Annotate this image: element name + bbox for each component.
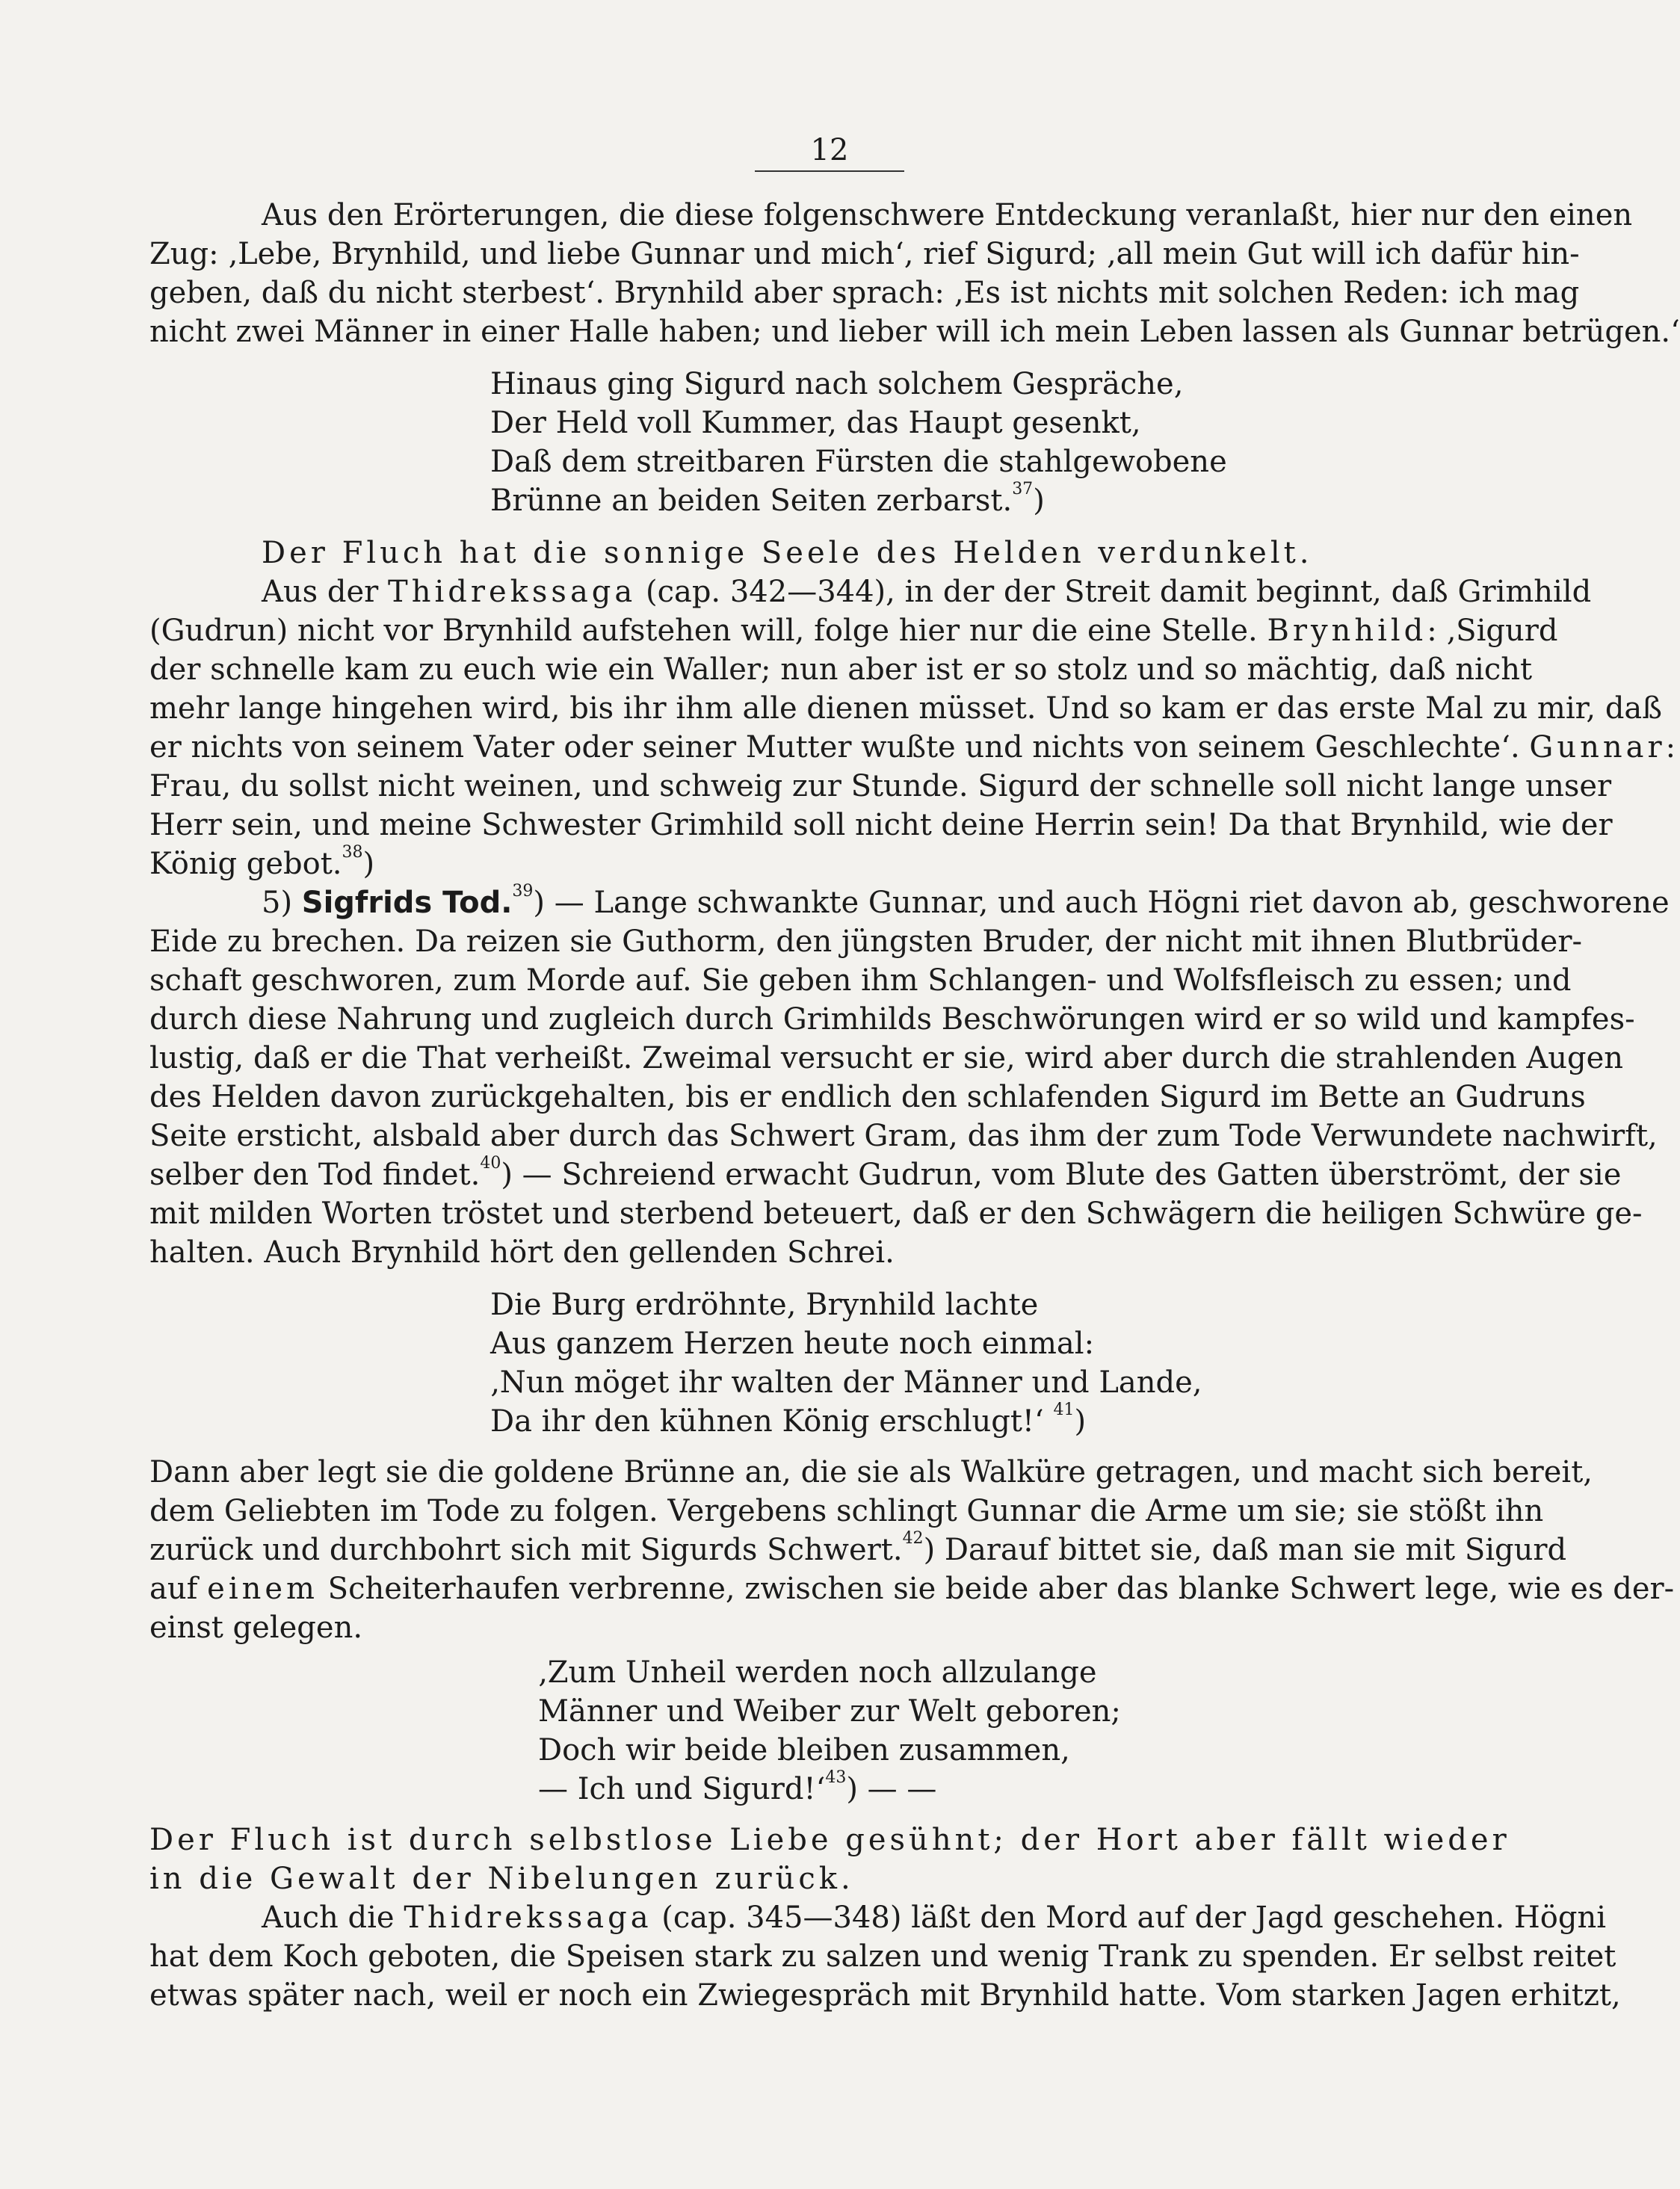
- text-line: durch diese Nahrung und zugleich durch Grimhilds Beschwörungen wird er so wild und kampfes-: [149, 1002, 1635, 1037]
- text-line: Aus der Thidrekssaga (cap. 342—344), in der der Streit damit beginnt, daß Grimhild: [262, 575, 1592, 609]
- text-line: einst gelegen.: [149, 1611, 363, 1645]
- text-line: nicht zwei Männer in einer Halle haben; und lieber will ich mein Leben lassen als Gunnar betrügen.‘: [149, 315, 1680, 349]
- text-line: schaft geschworen, zum Morde auf. Sie geben ihm Schlangen- und Wolfsfleisch zu essen; und: [149, 963, 1572, 998]
- text-line: König gebot.$^{38}$): [149, 843, 375, 881]
- spaced-term: Thidrekssaga: [388, 575, 637, 609]
- emphasis-line: in die Gewalt der Nibelungen zurück.: [149, 1862, 854, 1896]
- spaced-term: Gunnar: [1529, 730, 1666, 765]
- text-line: etwas später nach, weil er noch ein Zwiegespräch mit Brynhild hatte. Vom starken Jagen erhitzt,: [149, 1978, 1621, 2013]
- footnote-ref: 43: [825, 1768, 847, 1787]
- text-line: Seite ersticht, alsbald aber durch das Schwert Gram, das ihm der zum Tode Verwundete nachwirft,: [149, 1119, 1658, 1153]
- text-line: mehr lange hingehen wird, bis ihr ihm alle dienen müsset. Und so kam er das erste Mal zu mir, daß: [149, 691, 1662, 726]
- verse-line: — Ich und Sigurd!‘$^{43}$) — —: [538, 1768, 937, 1806]
- verse-line: Doch wir beide bleiben zusammen,: [538, 1733, 1070, 1767]
- footnote-ref: 37: [1012, 480, 1034, 498]
- text-line: hat dem Koch geboten, die Speisen stark zu salzen und wenig Trank zu spenden. Er selbst reitet: [149, 1939, 1616, 1974]
- footnote-ref: 39: [512, 882, 534, 901]
- spaced-term: Thidrekssaga: [404, 1901, 652, 1935]
- text-line: halten. Auch Brynhild hört den gellenden Schrei.: [149, 1235, 895, 1270]
- page-number: 12: [810, 133, 849, 167]
- verse-line: ‚Zum Unheil werden noch allzulange: [538, 1655, 1097, 1690]
- text-line: des Helden davon zurückgehalten, bis er endlich den schlafenden Sigurd im Bette an Gudruns: [149, 1080, 1586, 1114]
- page-number-rule: [755, 170, 904, 172]
- text-line: mit milden Worten tröstet und sterbend beteuert, daß er den Schwägern die heiligen Schwüre ge-: [149, 1197, 1643, 1231]
- text-line: auf einem Scheiterhaufen verbrenne, zwischen sie beide aber das blanke Schwert lege, wie es der-: [149, 1572, 1675, 1606]
- verse-line: Brünne an beiden Seiten zerbarst.$^{37}$): [490, 480, 1045, 518]
- text-line: Herr sein, und meine Schwester Grimhild soll nicht deine Herrin sein! Da that Brynhild, wie der: [149, 808, 1613, 842]
- verse-block: [490, 1285, 1510, 1441]
- body-text: [149, 196, 1680, 2015]
- spaced-term: Brynhild: [1267, 614, 1427, 648]
- verse-line: Aus ganzem Herzen heute noch einmal:: [490, 1327, 1095, 1361]
- text-line: lustig, daß er die That verheißt. Zweimal versucht er sie, wird aber durch die strahlenden Augen: [149, 1041, 1624, 1075]
- text-line: selber den Tod findet.$^{40}$) — Schreiend erwacht Gudrun, vom Blute des Gatten überströmt, der sie: [149, 1154, 1622, 1192]
- emphasis-line: Der Fluch ist durch selbstlose Liebe gesühnt; der Hort aber fällt wieder: [149, 1823, 1510, 1857]
- text-line: 5) Sigfrids Tod.$^{39}$) — Lange schwankte Gunnar, und auch Högni riet davon ab, geschworene: [262, 882, 1670, 920]
- text-line: der schnelle kam zu euch wie ein Waller; nun aber ist er so stolz und so mächtig, daß nicht: [149, 652, 1533, 687]
- section-heading: Sigfrids Tod.: [301, 886, 513, 920]
- emphasis-line: Der Fluch hat die sonnige Seele des Helden verdunkelt.: [262, 536, 1313, 570]
- verse-line: Daß dem streitbaren Fürsten die stahlgewobene: [490, 445, 1227, 479]
- verse-line: Hinaus ging Sigurd nach solchem Gespräche,: [490, 367, 1184, 401]
- text-line: zurück und durchbohrt sich mit Sigurds Schwert.$^{42}$) Darauf bittet sie, daß man sie mit Sigurd: [149, 1529, 1567, 1567]
- verse-block: [538, 1653, 1510, 1809]
- text-line: Aus den Erörterungen, die diese folgenschwere Entdeckung veranlaßt, hier nur den einen: [262, 198, 1633, 232]
- verse-line: ‚Nun möget ihr walten der Männer und Lande,: [490, 1365, 1202, 1400]
- text-line: geben, daß du nicht sterbest‘. Brynhild aber sprach: ‚Es ist nichts mit solchen Reden: ich mag: [149, 276, 1580, 310]
- spaced-term: einem: [207, 1572, 318, 1606]
- text-line: Frau, du sollst nicht weinen, und schweig zur Stunde. Sigurd der schnelle soll nicht lange unser: [149, 769, 1612, 803]
- verse-line: Die Burg erdröhnte, Brynhild lachte: [490, 1288, 1039, 1322]
- text-line: dem Geliebten im Tode zu folgen. Vergebens schlingt Gunnar die Arme um sie; sie stößt ihn: [149, 1494, 1544, 1528]
- text-line: Auch die Thidrekssaga (cap. 345—348) läßt den Mord auf der Jagd geschehen. Högni: [262, 1901, 1606, 1935]
- text-line: Zug: ‚Lebe, Brynhild, und liebe Gunnar und mich‘, rief Sigurd; ‚all mein Gut will ich dafür hin-: [149, 237, 1580, 271]
- footnote-ref: 40: [480, 1154, 501, 1173]
- text-line: (Gudrun) nicht vor Brynhild aufstehen will, folge hier nur die eine Stelle. Brynhild: ‚Sigurd: [149, 614, 1558, 648]
- footnote-ref: 42: [902, 1529, 924, 1548]
- verse-line: Männer und Weiber zur Welt geboren;: [538, 1694, 1121, 1729]
- footnote-ref: 41: [1053, 1401, 1075, 1419]
- text-line: Eide zu brechen. Da reizen sie Guthorm, den jüngsten Bruder, der nicht mit ihnen Blutbrüder-: [149, 924, 1582, 959]
- verse-block: [490, 365, 1510, 520]
- footnote-ref: 38: [342, 843, 363, 862]
- verse-line: Da ihr den kühnen König erschlugt!‘ $^{41}$): [490, 1401, 1087, 1439]
- text-line: er nichts von seinem Vater oder seiner Mutter wußte und nichts von seinem Geschlechte‘. Gunnar:: [149, 730, 1676, 765]
- verse-line: Der Held voll Kummer, das Haupt gesenkt,: [490, 406, 1141, 440]
- text-line: Dann aber legt sie die goldene Brünne an, die sie als Walküre getragen, und macht sich bereit,: [149, 1455, 1593, 1489]
